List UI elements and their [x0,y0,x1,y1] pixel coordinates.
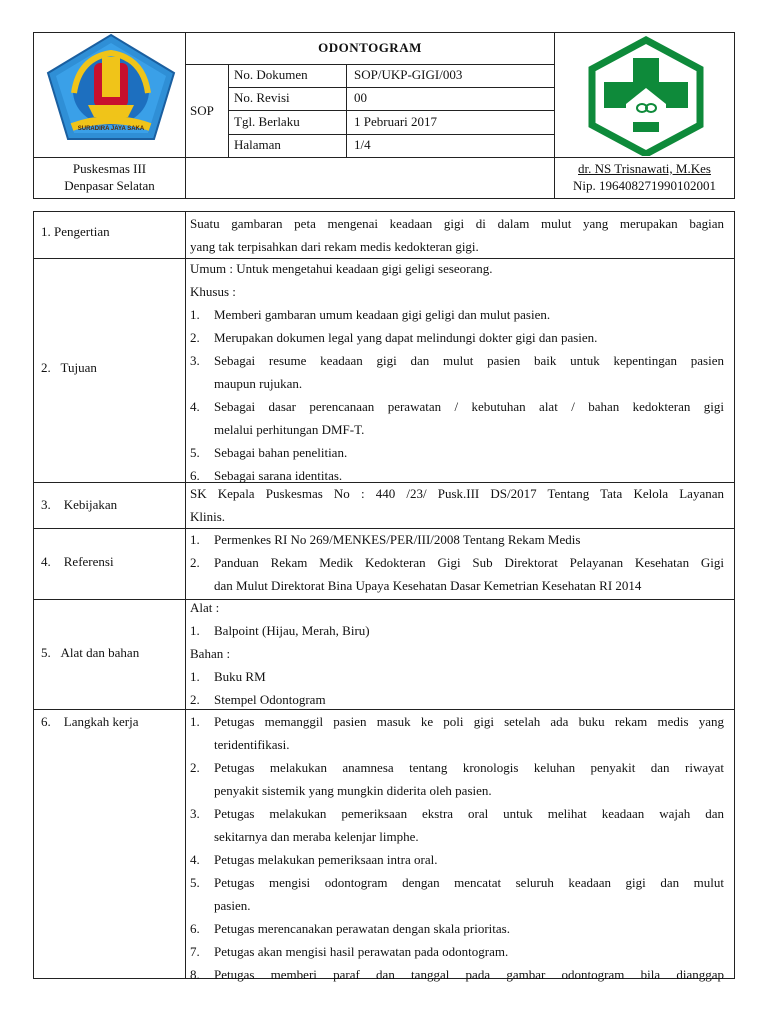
list-item: 1. Buku RM [190,669,266,684]
list-item: 2. Merupakan dokumen legal yang dapat melindungi dokter gigi dan pasien. [190,330,598,345]
list-item: 5. Petugas mengisi odontogram dengan mencatat seluruh keadaan gigi dan mulut [190,875,724,890]
list-item: 5. Sebagai bahan penelitian. [190,445,348,460]
logo-motto: SURADIRA JAYA SAKA [77,126,145,132]
list-item: 7. Petugas akan mengisi hasil perawatan pada odontogram. [190,944,509,959]
meta-value-document-number: SOP/UKP-GIGI/003 [354,67,463,82]
document-title: ODONTOGRAM [318,40,422,55]
alat-label: Alat : [190,600,220,615]
section-title: Tujuan [60,360,97,375]
list-item: 2. Stempel Odontogram [190,692,326,707]
list-item: 4. Petugas melakukan pemeriksaan intra oral. [190,852,438,867]
tujuan-khusus-label: Khusus : [190,284,236,299]
section-number: 5. [41,645,51,660]
section-title: Referensi [63,554,114,569]
list-item: 4. Sebagai dasar perencanaan perawatan / kebutuhan alat / bahan kedokteran gigi [190,399,724,414]
section-title: Alat dan bahan [60,645,140,660]
section-content-tujuan [190,257,724,487]
org-name-line2: Denpasar Selatan [64,178,155,193]
section-number: 2. [41,360,51,375]
text-line: Klinis. [190,509,226,524]
meta-label-effective-date: Tgl. Berlaku [234,114,300,129]
signer-name: dr. NS Trisnawati, M.Kes [578,161,711,176]
section-content-referensi [190,528,724,597]
section-title: Langkah kerja [63,714,139,729]
meta-label-page: Halaman [234,137,281,152]
section-label-referensi [41,554,114,570]
section-label-alat-bahan [41,645,139,661]
bahan-label: Bahan : [190,646,231,661]
document-header [33,32,735,199]
sop-content-table [33,211,735,982]
text-line: Suatu gambaran peta mengenai keadaan gigi di dalam mulut yang merupakan bagian [190,216,724,231]
list-item: 1. Permenkes RI No 269/MENKES/PER/III/2008 Tentang Rekam Medis [190,532,581,547]
list-item-continuation: maupun rujukan. [214,376,303,391]
tujuan-umum: Umum : Untuk mengetahui keadaan gigi geligi seseorang. [190,261,493,276]
section-number: 6. [41,714,51,729]
list-item-continuation: dan Mulut Direktorat Bina Upaya Kesehatan Dasar Kemetrian Kesehatan RI 2014 [214,578,642,593]
list-item: 1. Memberi gambaran umum keadaan gigi geligi dan mulut pasien. [190,307,551,322]
section-label-tujuan [41,360,97,376]
list-item: 6. Petugas merencanakan perawatan dengan skala prioritas. [190,921,510,936]
list-item: 3. Petugas melakukan pemeriksaan ekstra oral untuk melihat keadaan wajah dan [190,806,724,821]
org-name-line1: Puskesmas III [72,161,147,176]
section-label-langkah-kerja [41,714,138,730]
list-item-continuation: teridentifikasi. [214,737,290,752]
list-item: 6. Sebagai sarana identitas. [190,468,343,483]
section-title: Kebijakan [63,497,118,512]
list-item: 1. Petugas memanggil pasien masuk ke poli gigi setelah ada buku rekam medis yang [190,714,724,729]
meta-value-effective-date: 1 Pebruari 2017 [354,114,438,129]
section-label-pengertian: 1. Pengertian [41,224,110,239]
list-item: 2. Petugas melakukan anamnesa tentang kronologis keluhan penyakit dan riwayat [190,760,724,775]
list-item-continuation: sekitarnya dan meraba kelenjar limphe. [214,829,419,844]
meta-value-page: 1/4 [354,137,371,152]
section-content-kebijakan [190,482,724,528]
list-item-continuation: pasien. [214,898,251,913]
list-item: 2. Panduan Rekam Medik Kedokteran Gigi Sub Direktorat Pelayanan Kesehatan Gigi [190,555,724,570]
text-line: yang tak terpisahkan dari rekam medis kedokteran gigi. [190,239,479,254]
list-item-continuation: penyakit sistemik yang mungkin diderita oleh pasien. [214,783,492,798]
meta-value-revision: 00 [354,90,367,105]
meta-label-document-number: No. Dokumen [234,67,308,82]
section-content-pengertian [190,212,724,258]
section-number: 3. [41,497,51,512]
government-logo [44,33,178,143]
list-item: 8. Petugas memberi paraf dan tanggal pada gambar odontogram bila dianggap [190,967,724,982]
list-item: 1. Balpoint (Hijau, Merah, Biru) [190,623,370,638]
section-number: 4. [41,554,51,569]
sop-label: SOP [190,103,214,118]
list-item: 3. Sebagai resume keadaan gigi dan mulut pasien baik untuk kepentingan pasien [190,353,724,368]
section-content-langkah-kerja [190,710,724,986]
puskesmas-logo [582,36,710,156]
section-label-kebijakan [41,497,117,513]
meta-label-revision: No. Revisi [234,90,290,105]
section-content-alat-bahan [190,596,724,711]
text-line: SK Kepala Puskesmas No : 440 /23/ Pusk.III DS/2017 Tentang Tata Kelola Layanan [190,486,724,501]
signer-nip: Nip. 196408271990102001 [573,178,716,193]
list-item-continuation: melalui perhitungan DMF-T. [214,422,365,437]
